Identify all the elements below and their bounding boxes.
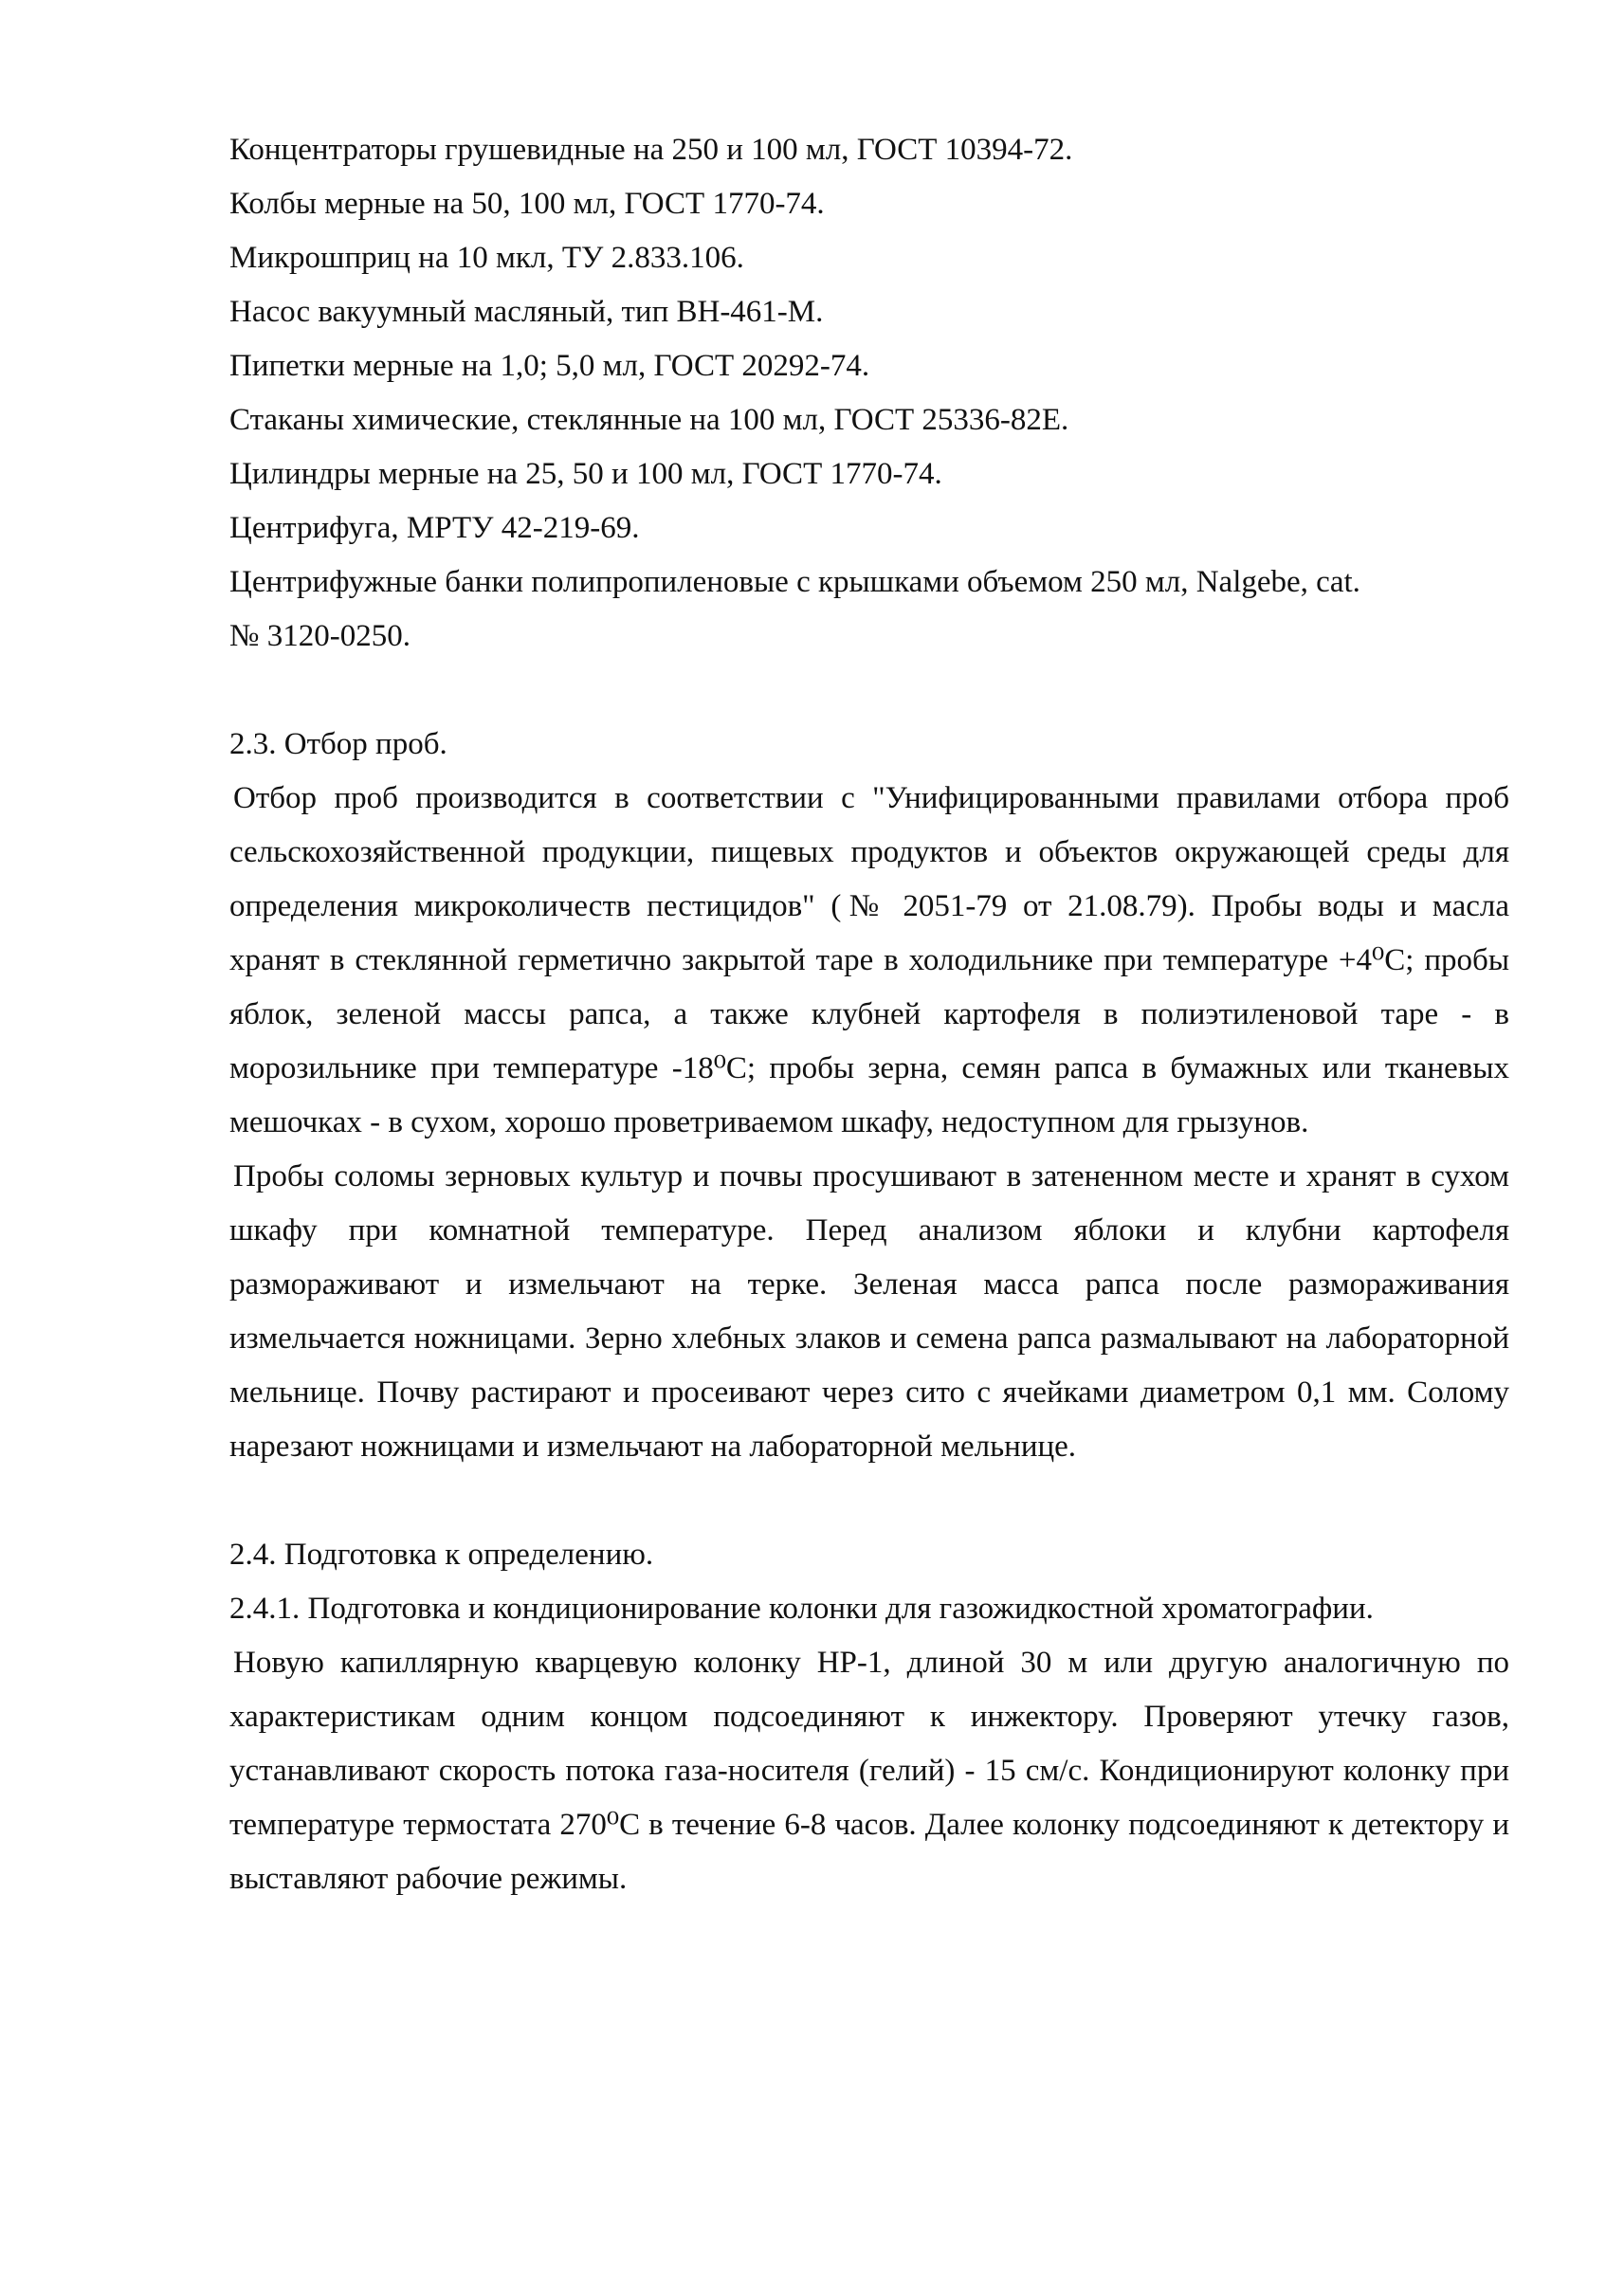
- equipment-item: Центрифужные банки полипропиленовые с крышками объемом 250 мл, Nalgebe, cat.: [229, 565, 1360, 599]
- subsection-heading-2-4-1: 2.4.1. Подготовка и кондиционирование колонки для газожидкостной хроматографии.: [229, 1592, 1374, 1626]
- equipment-item: Насос вакуумный масляный, тип ВН-461-М.: [229, 295, 824, 329]
- equipment-item: Центрифуга, МРТУ 42-219-69.: [229, 511, 640, 545]
- equipment-item: Колбы мерные на 50, 100 мл, ГОСТ 1770-74.: [229, 187, 825, 221]
- section-heading-2-3: 2.3. Отбор проб.: [229, 727, 447, 761]
- section-gap: [229, 664, 1509, 718]
- equipment-item: № 3120-0250.: [229, 619, 411, 653]
- section-gap: [229, 1474, 1509, 1528]
- equipment-item: Микрошприц на 10 мкл, ТУ 2.833.106.: [229, 241, 744, 275]
- equipment-item: Стаканы химические, стеклянные на 100 мл, ГОСТ 25336-82Е.: [229, 403, 1069, 437]
- equipment-item: Пипетки мерные на 1,0; 5,0 мл, ГОСТ 20292-74.: [229, 349, 870, 383]
- column-conditioning-paragraph: Новую капиллярную кварцевую колонку НР-1, длиной 30 м или другую аналогичную по характеристикам одним концом подсоединяют к инжектору. Проверяют утечку газов, устанавливают скорость потока газа-носителя (гелий) - 15 см/с. Кондиционируют колонку при температуре термостата 270⁰С в течение 6-8 часов. Далее колонку подсоединяют к детектору и выставляют рабочие режимы.: [229, 1646, 1509, 1896]
- equipment-item: Цилиндры мерные на 25, 50 и 100 мл, ГОСТ 1770-74.: [229, 457, 942, 491]
- sampling-paragraph: Отбор проб производится в соответствии с "Унифицированными правилами отбора проб сельскохозяйственной продукции, пищевых продуктов и объектов окружающей среды для определения микроколичеств пестицидов" (№ 2051-79 от 21.08.79). Пробы воды и масла хранят в стеклянной герметично закрытой таре в холодильнике при температуре +4⁰С; пробы яблок, зеленой массы рапса, а также клубней картофеля в полиэтиленовой таре - в морозильнике при температуре -18⁰С; пробы зерна, семян рапса в бумажных или тканевых мешочках - в сухом, хорошо проветриваемом шкафу, недоступном для грызунов.: [229, 781, 1509, 1139]
- equipment-list: [229, 123, 1509, 664]
- equipment-item: Концентраторы грушевидные на 250 и 100 мл, ГОСТ 10394-72.: [229, 133, 1073, 167]
- page-text: [229, 123, 1509, 1906]
- sample-prep-paragraph: Пробы соломы зерновых культур и почвы просушивают в затененном месте и хранят в сухом шкафу при комнатной температуре. Перед анализом яблоки и клубни картофеля размораживают и измельчают на терке. Зеленая масса рапса после размораживания измельчается ножницами. Зерно хлебных злаков и семена рапса размалывают на лабораторной мельнице. Почву растирают и просеивают через сито с ячейками диаметром 0,1 мм. Солому нарезают ножницами и измельчают на лабораторной мельнице.: [229, 1159, 1509, 1464]
- section-heading-2-4: 2.4. Подготовка к определению.: [229, 1538, 654, 1572]
